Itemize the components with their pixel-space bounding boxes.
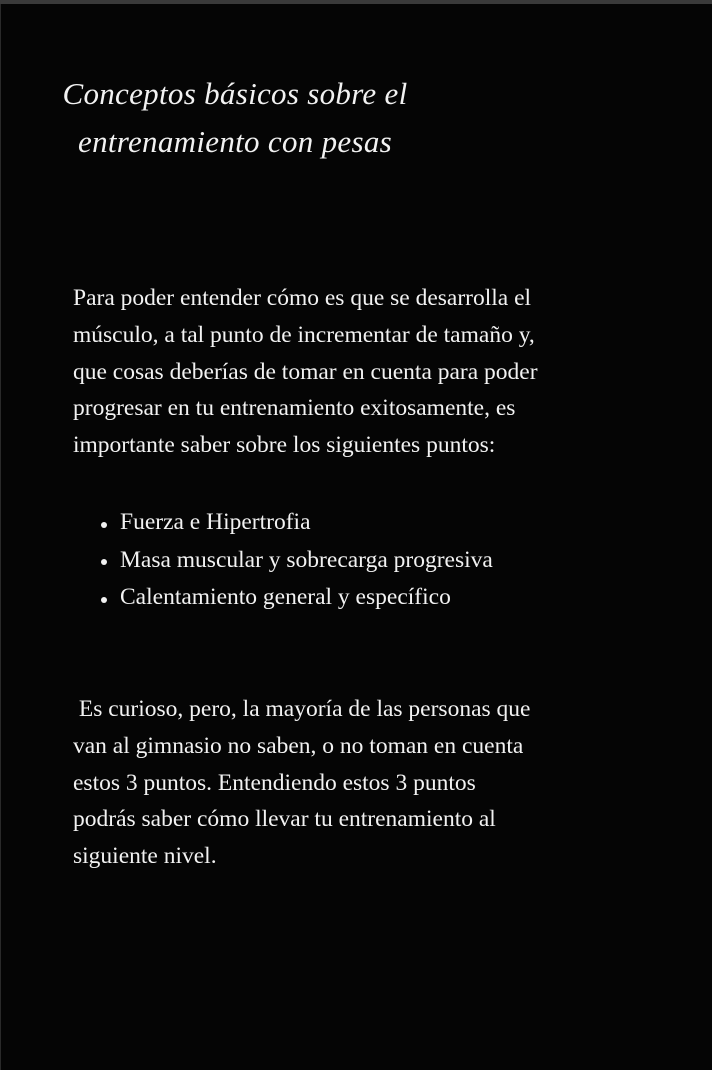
title-line: Conceptos básicos sobre el (62, 76, 408, 111)
text-line: importante saber sobre los siguientes puntos: (73, 432, 496, 459)
bullet-dot-icon (101, 559, 107, 565)
bullet-dot-icon (101, 522, 107, 528)
left-edge-divider (0, 4, 1, 1070)
conclusion-paragraph (73, 691, 673, 875)
text-line: estos 3 puntos. Entendiendo estos 3 puntos (73, 769, 476, 796)
text-line: que cosas deberías de tomar en cuenta para poder (73, 358, 538, 385)
title-line: entrenamiento con pesas (78, 124, 392, 159)
key-points-list (98, 504, 493, 617)
text-line: siguiente nivel. (73, 843, 217, 870)
top-bar (0, 0, 712, 4)
list-item-label: Calentamiento general y específico (120, 584, 451, 610)
list-item (98, 542, 493, 580)
text-line: Para poder entender cómo es que se desarrolla el (73, 285, 532, 311)
page-title (28, 70, 442, 166)
list-item-label: Fuerza e Hipertrofia (120, 509, 311, 535)
text-line: músculo, a tal punto de incrementar de tamaño y, (73, 321, 535, 348)
list-item (98, 504, 493, 542)
list-item-label: Masa muscular y sobrecarga progresiva (120, 546, 493, 573)
text-line: podrás saber cómo llevar tu entrenamiento al (73, 806, 496, 833)
text-line: progresar en tu entrenamiento exitosamente, es (73, 395, 516, 422)
list-item (98, 579, 493, 617)
intro-paragraph (73, 280, 673, 464)
text-line: Es curioso, pero, la mayoría de las personas que (73, 696, 531, 722)
text-line: van al gimnasio no saben, o no toman en cuenta (73, 732, 524, 759)
bullet-dot-icon (101, 597, 107, 603)
